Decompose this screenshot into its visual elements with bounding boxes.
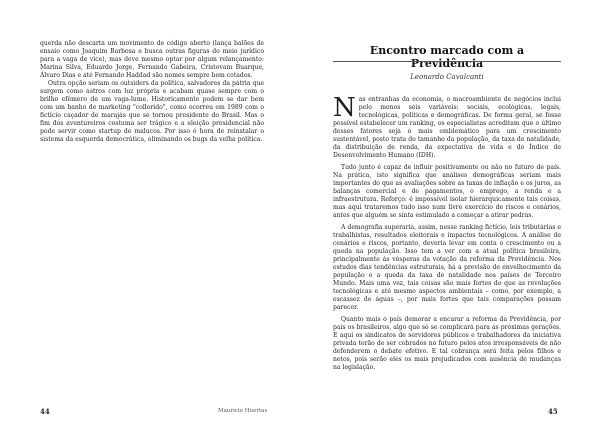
- running-footer: Mauricio Huertas: [218, 408, 268, 414]
- right-body-text: [333, 93, 561, 372]
- right-paragraph-1: [333, 93, 561, 160]
- chapter-author: Leonardo Cavalcanti: [410, 73, 484, 81]
- drop-cap: N: [333, 93, 356, 123]
- right-paragraph-3: A demografia superaria, assim, nesse ranking fictício, leis tributárias e trabalhistas, resultados eleitorais e impactos tecnológicos. A análise de cenários e riscos, portanto, deveria levar em conta o crescimento ou a queda na população. Isso tem a ver com a atual política brasileira, principalmente às vésperas da votação da reforma da Previdência. Nos estudos dias tendências estruturais, há a previsão de envelhecimento da população e a queda da taxa de natalidade nos países de Terceiro Mundo. Mais uma vez, tais coisas são mais fortes do que as revoluções tecnológicas e até mesmo aspectos ambientais – como, por exemplo, a escassez de águas –, por mais fortes que tais comparações possam parecer.: [333, 224, 561, 311]
- right-page-number: 45: [548, 407, 558, 416]
- left-paragraph-2: Outra opção seriam os outsiders da política, salvadores da pátria que surgem como astros com luz própria e acabam quase sempre com o brilho efêmero de um vaga-lume. Historicamente podem se dar bem com um banho de marketing "collorido", como ocorreu em 1989 com o fictício caçador de marajás que se tornou presidente do Brasil. Mas o fim dos aventureiros costuma ser trágico e a eleição presidencial não pode servir como startup de malucos. Por isso é hora de reinstalar o sistema da esquerda democrática, eliminando os bugs da velha política.: [40, 80, 264, 143]
- title-rule: [333, 61, 561, 62]
- left-body-text: [40, 40, 264, 144]
- chapter-title: Encontro marcado com a Previdência: [369, 44, 525, 70]
- right-paragraph-1-text: as entranhas da economia, o macroambiente de negócios inclui pelo menos seis variáveis: sociais, ecológicas, legais, tecnológicas, políticas e demográficas. De forma geral, se fosse possível estabelecer um ranking, os especialistas acreditam que o último desses fatores seja o mais emblemático para um crescimento sustentável, posto trata do tamanho da população, da taxa de natalidade, da distribuição de renda, da expectativa de vida e do Índice de Desenvolvimento Humano (IDH).: [333, 96, 561, 159]
- left-page-number: 44: [40, 407, 50, 416]
- right-paragraph-2: Tudo junto é capaz de influir positivamente ou não no futuro de país. Na prática, isto significa que análises demográficas seriam mais importantes do que as avaliações sobre as taxas de inflação e os juros, as balanças comercial e de pagamentos, o emprego, a renda e a infraestrutura. Reforço: é impossível isolar hierarquicamente tais coisas, mas aqui trataremos tudo isso num livre exercício de riscos e cenários, antes que alguém se sinta estimulado a começar a atirar pedras.: [333, 164, 561, 219]
- right-page: [300, 0, 600, 439]
- right-paragraph-4: Quanto mais o país demorar a encarar a reforma da Previdência, por pais os brasileiros, algo que só se complicará para as próximas gerações. E aqui os sindicatos de servidores públicos e trabalhadores da iniciativa privada terão de ser cobrados no futuro pelos atos irresponsáveis de não defenderem o debate efetivo. E tal cobrança será feita pelos filhos e netos, pois serão eles os mais prejudicados com ausência de mudanças na legislação.: [333, 316, 561, 371]
- left-paragraph-1: querda não descarta um movimento de código aberto (lança balões de ensaio como Joaquim Barbosa e busca outras figuras do meio jurídico para a vaga de vice), mas deve mesmo optar por algum relançamento: Marina Silva, Eduardo Jorge, Fernando Gabeira, Cristovam Buarque, Álvaro Dias e até Fernando Haddad são nomes sempre bem cotados.: [40, 40, 264, 79]
